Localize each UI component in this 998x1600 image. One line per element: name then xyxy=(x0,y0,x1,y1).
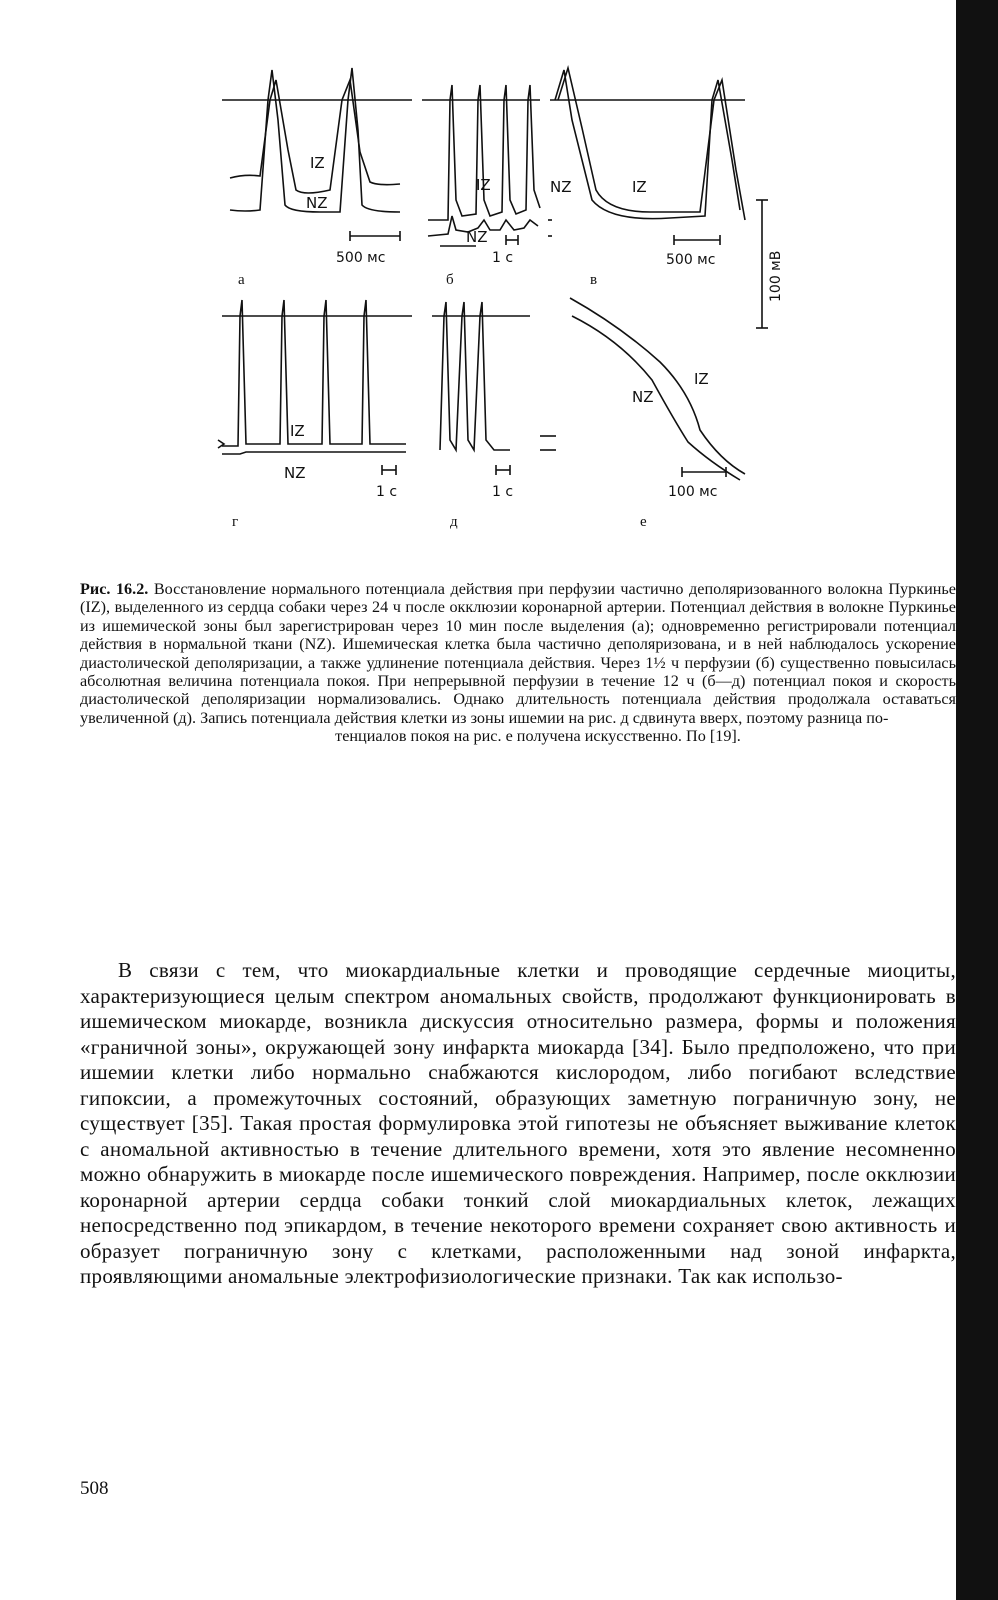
panel-a-label-nz: NZ xyxy=(306,194,328,212)
panel-e-scale: 1 с xyxy=(492,484,514,500)
body-text xyxy=(80,958,956,1290)
panel-f-scale: 100 мс xyxy=(668,484,718,500)
page-number: 508 xyxy=(80,1478,109,1499)
panel-a-scale: 500 мс xyxy=(336,250,386,266)
panel-c-traces xyxy=(548,68,745,236)
panel-e-letter: д xyxy=(450,514,458,530)
figure-caption xyxy=(80,580,956,746)
panel-a-letter: а xyxy=(238,272,245,288)
panel-f-label-nz: NZ xyxy=(632,388,654,406)
body-paragraph: В связи с тем, что миокардиальные клетки и проводящие сердечные миоциты, характеризующиеся целым спектром аномальных свойств, продолжают функционировать в ишемическом миокарде, возникла дискуссия относительно размера, формы и положения «граничной зоны», окружающей зону инфаркта миокарда [34]. Было предположено, что при ишемии клетки либо нормально снабжаются кислородом, либо погибают вследствие гипоксии, а промежуточных состояний, образующих заметную пограничную зону, не существует [35]. Такая простая формулировка этой гипотезы не объясняет выживание клеток с аномальной активностью в течение длительного времени, хотя это явление несомненно можно обнаружить в миокарде после ишемического повреждения. Например, после окклюзии коронарной артерии сердца собаки тонкий слой миокардиальных клеток, лежащих непосредственно под эпикардом, в течение некоторого времени сохраняет свою активность и образует пограничную зону с клетками, расположенными над зоной инфаркта, проявляющими аномальные электрофизиологические признаки. Так как использо- xyxy=(80,958,956,1288)
figure-16-2 xyxy=(200,40,800,560)
panel-b-label-nz: NZ xyxy=(466,228,488,246)
panel-a-traces xyxy=(222,68,412,212)
panel-f-label-iz: IZ xyxy=(694,370,709,388)
panel-d-label-nz: NZ xyxy=(284,464,306,482)
panel-d-traces xyxy=(218,300,412,454)
caption-last-line: тенциалов покоя на рис. е получена искусственно. По [19]. xyxy=(335,727,741,746)
panel-d-label-iz: IZ xyxy=(290,422,305,440)
caption-text: Восстановление нормального потенциала действия при перфузии частично деполяризованного волокна Пуркинье (IZ), выделенного из сердца собаки через 24 ч после окклюзии коронарной артерии. Потенциал действия в волокне Пуркинье из ишемической зоны был зарегистрирован через 10 мин после выделения (а); одновременно регистрировали потенциал действия в нормальной ткани (NZ). Ишемическая клетка была частично деполяризована, и в ней наблюдалось ускорение диастолической деполяризации, а также удлинение потенциала действия. Через 1½ ч перфузии (б) существенно повысилась абсолютная величина потенциала покоя. При непрерывной перфузии в течение 12 ч (б—д) потенциал покоя и скорость диастолической деполяризации нормализовались. Однако длительность потенциала действия продолжала оставаться увеличенной (д). Запись потенциала действия клетки из зоны ишемии на рис. д сдвинута вверх, поэтому разница по- xyxy=(80,580,956,727)
scan-edge-shadow xyxy=(956,0,998,1600)
panel-c-letter: в xyxy=(590,272,598,288)
panel-b-scale: 1 с xyxy=(492,250,514,266)
panel-c-label-iz: IZ xyxy=(632,178,647,196)
panel-f-letter: е xyxy=(640,514,647,530)
panel-b-label-iz: IZ xyxy=(476,176,491,194)
panel-f-traces xyxy=(570,298,745,480)
panel-b-letter: б xyxy=(446,272,454,288)
panel-d-scale: 1 с xyxy=(376,484,398,500)
panel-c-scale: 500 мс xyxy=(666,252,716,268)
panel-b-traces xyxy=(422,85,540,246)
panel-d-letter: г xyxy=(232,514,239,530)
caption-lead: Рис. 16.2. xyxy=(80,580,149,598)
panel-e-traces xyxy=(432,302,556,450)
panel-c-label-nz: NZ xyxy=(550,178,572,196)
voltage-scale: 100 мВ xyxy=(768,250,784,302)
panel-a-label-iz: IZ xyxy=(310,154,325,172)
